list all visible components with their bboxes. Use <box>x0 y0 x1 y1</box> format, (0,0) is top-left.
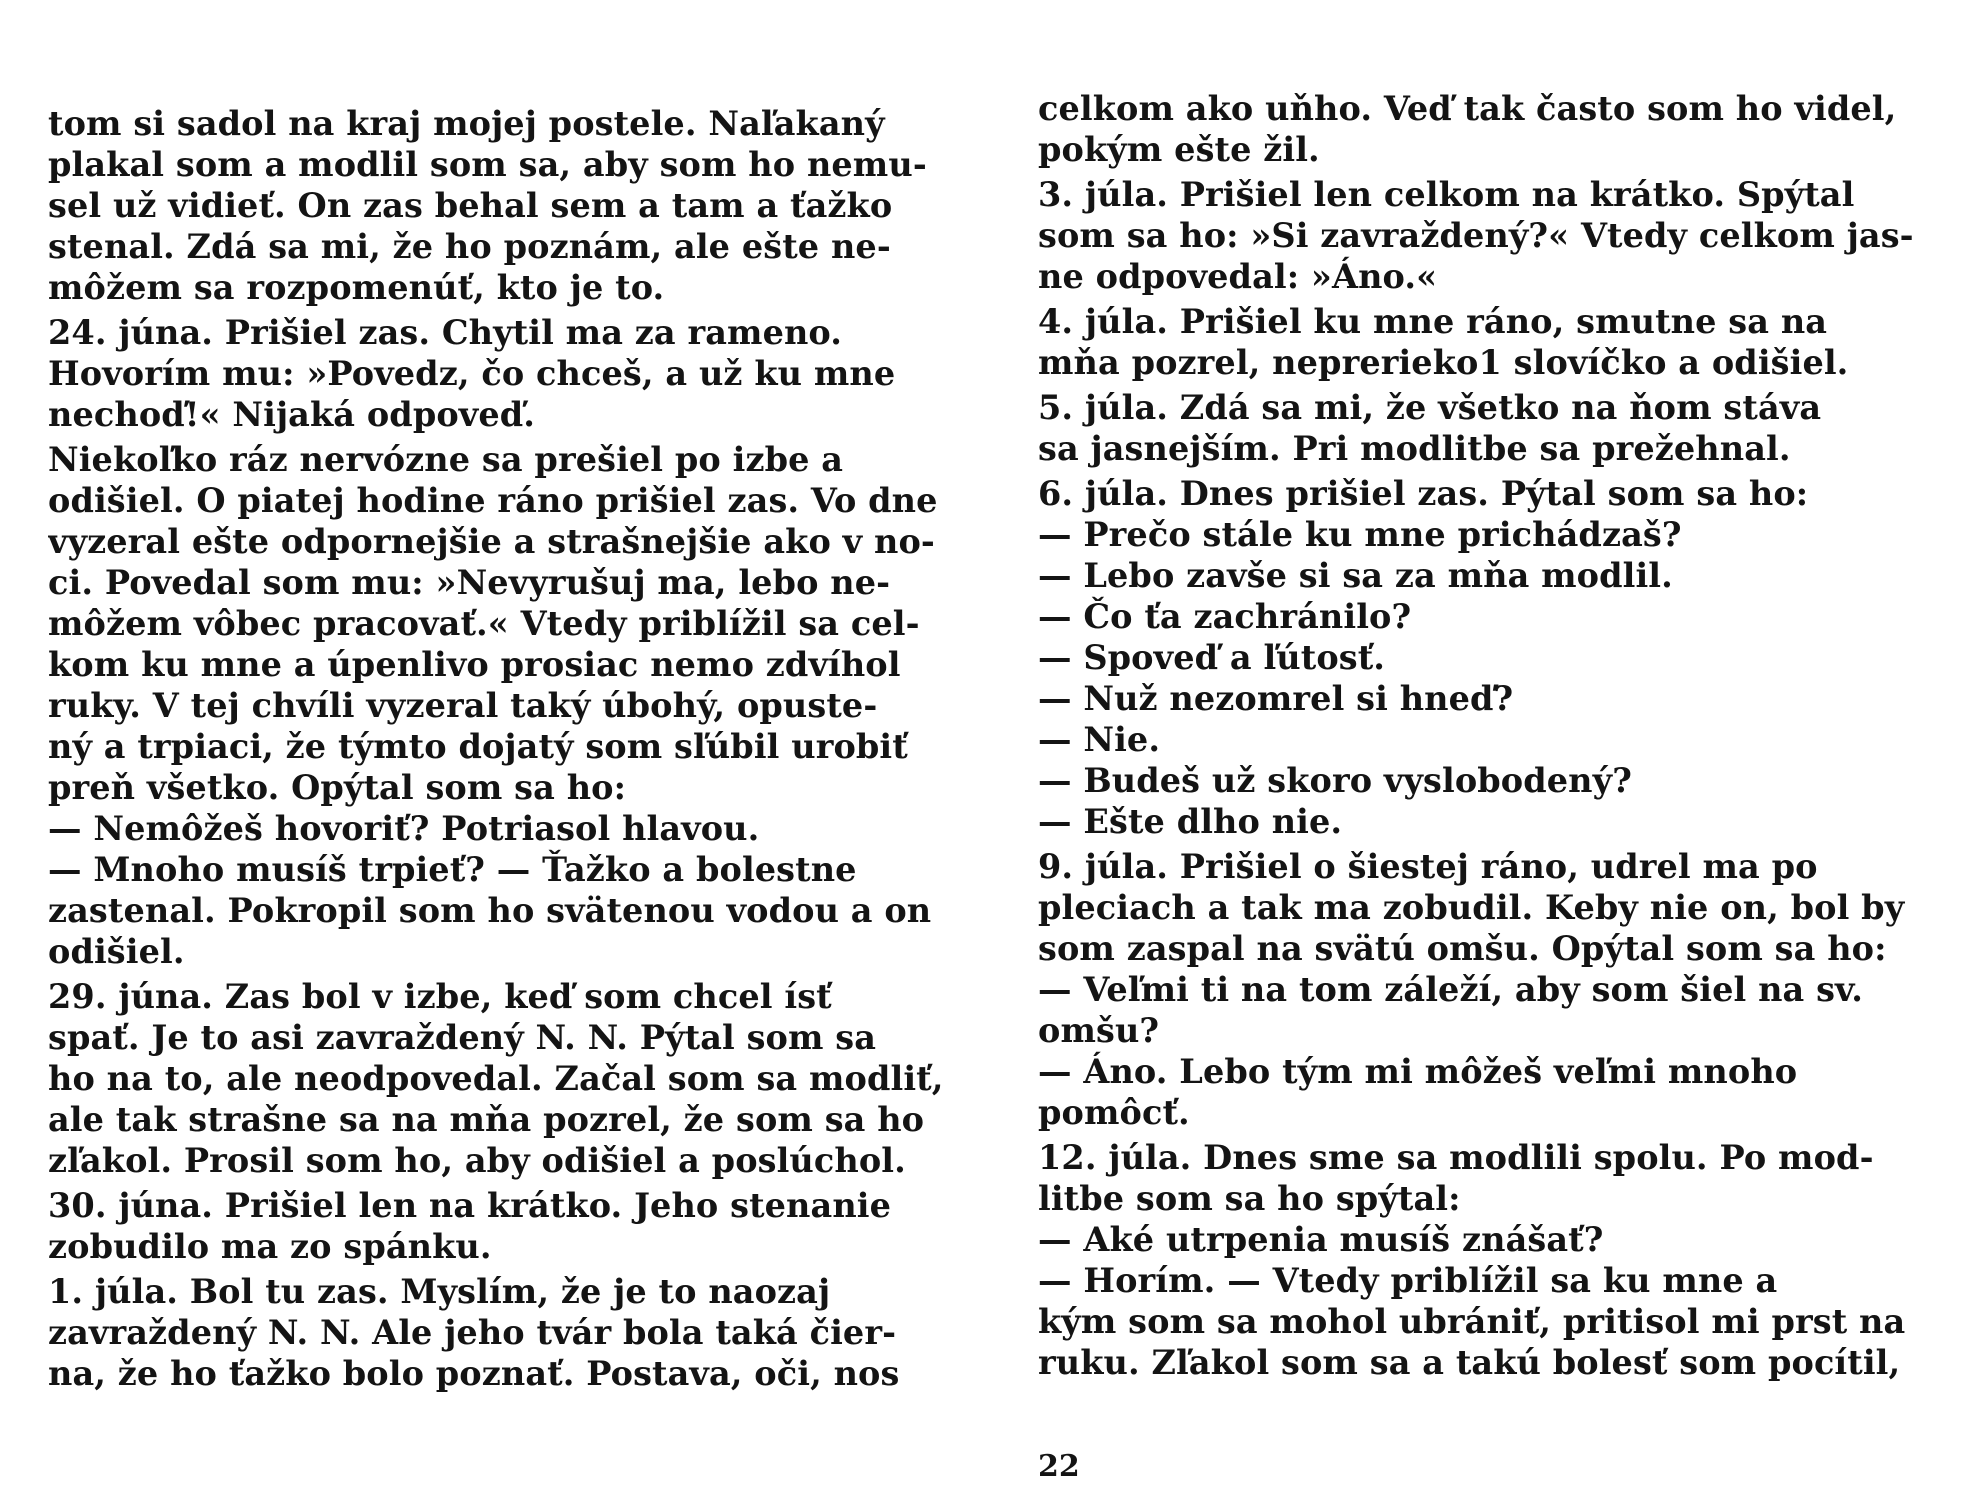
text-line: 5. júla. Zdá sa mi, že všetko na ňom stáva <box>1038 388 1822 427</box>
text-line: — Horím. — Vtedy priblížil sa ku mne a <box>1038 1261 1778 1300</box>
text-line: omšu? <box>1038 1011 1160 1050</box>
text-line: litbe som sa ho spýtal: <box>1038 1179 1461 1218</box>
text-line: zavraždený N. N. Ale jeho tvár bola taká čier- <box>48 1313 897 1352</box>
text-line: ruku. Zľakol som sa a takú bolesť som pocítil, <box>1038 1343 1901 1382</box>
text-line: — Nuž nezomrel si hneď? <box>1038 679 1514 718</box>
text-line: 12. júla. Dnes sme sa modlili spolu. Po mod- <box>1038 1138 1874 1177</box>
text-line: nechoď!« Nijaká odpoveď. <box>48 395 536 434</box>
text-line: zobudilo ma zo spánku. <box>48 1227 492 1266</box>
text-line: — Aké utrpenia musíš znášať? <box>1038 1220 1604 1259</box>
text-line: stenal. Zdá sa mi, že ho poznám, ale ešte ne- <box>48 227 891 266</box>
text-line: — Budeš už skoro vyslobodený? <box>1038 761 1632 800</box>
text-line: ruky. V tej chvíli vyzeral taký úbohý, opuste- <box>48 686 878 725</box>
text-line: Niekoľko ráz nervózne sa prešiel po izbe a <box>48 440 844 479</box>
text-line: 3. júla. Prišiel len celkom na krátko. Spýtal <box>1038 175 1855 214</box>
text-line: celkom ako uňho. Veď tak často som ho videl, <box>1038 89 1897 128</box>
text-line: ho na to, ale neodpovedal. Začal som sa modliť, <box>48 1059 944 1098</box>
text-line: 30. júna. Prišiel len na krátko. Jeho stenanie <box>48 1186 892 1225</box>
right-page-text <box>1038 0 1956 1383</box>
text-line: ný a trpiaci, že týmto dojatý som sľúbil urobiť <box>48 727 908 766</box>
text-line: sel už vidieť. On zas behal sem a tam a ťažko <box>48 186 893 225</box>
text-line: 1. júla. Bol tu zas. Myslím, že je to naozaj <box>48 1272 831 1311</box>
text-line: kým som sa mohol ubrániť, pritisol mi prst na <box>1038 1302 1906 1341</box>
text-line: môžem sa rozpomenúť, kto je to. <box>48 268 665 307</box>
text-line: kom ku mne a úpenlivo prosiac nemo zdvíhol <box>48 645 901 684</box>
text-line: — Áno. Lebo tým mi môžeš veľmi mnoho <box>1038 1052 1798 1091</box>
page-number: 22 <box>1038 1449 1080 1484</box>
text-line: som sa ho: »Si zavraždený?« Vtedy celkom jas- <box>1038 216 1914 255</box>
text-line: Hovorím mu: »Povedz, čo chceš, a už ku mne <box>48 354 896 393</box>
text-line: ale tak strašne sa na mňa pozrel, že som sa ho <box>48 1100 925 1139</box>
text-line: preň všetko. Opýtal som sa ho: <box>48 768 627 807</box>
text-line: pomôcť. <box>1038 1093 1190 1132</box>
text-line: — Lebo zavše si sa za mňa modlil. <box>1038 556 1673 595</box>
text-line: pleciach a tak ma zobudil. Keby nie on, bol by <box>1038 888 1905 927</box>
text-line: pokým ešte žil. <box>1038 130 1320 169</box>
left-page <box>48 0 968 1500</box>
text-line: 6. júla. Dnes prišiel zas. Pýtal som sa ho: <box>1038 474 1809 513</box>
right-page <box>1038 0 1956 1500</box>
text-line: — Nemôžeš hovoriť? Potriasol hlavou. <box>48 809 760 848</box>
text-line: sa jasnejším. Pri modlitbe sa prežehnal. <box>1038 429 1791 468</box>
text-line: vyzeral ešte odpornejšie a strašnejšie ako v no- <box>48 522 935 561</box>
text-line: zľakol. Prosil som ho, aby odišiel a poslúchol. <box>48 1141 906 1180</box>
text-line: — Čo ťa zachránilo? <box>1038 597 1412 636</box>
text-line: tom si sadol na kraj mojej postele. Naľakaný <box>48 104 885 143</box>
text-line: — Veľmi ti na tom záleží, aby som šiel na sv. <box>1038 970 1864 1009</box>
text-line: odišiel. O piatej hodine ráno prišiel zas. Vo dne <box>48 481 938 520</box>
text-line: môžem vôbec pracovať.« Vtedy priblížil sa cel- <box>48 604 920 643</box>
text-line: 9. júla. Prišiel o šiestej ráno, udrel ma po <box>1038 847 1818 886</box>
text-line: 4. júla. Prišiel ku mne ráno, smutne sa na <box>1038 302 1828 341</box>
text-line: — Ešte dlho nie. <box>1038 802 1343 841</box>
left-page-text <box>48 0 968 1394</box>
text-line: — Spoveď a ľútosť. <box>1038 638 1386 677</box>
text-line: som zaspal na svätú omšu. Opýtal som sa ho: <box>1038 929 1887 968</box>
text-line: 24. júna. Prišiel zas. Chytil ma za rameno. <box>48 313 843 352</box>
text-line: mňa pozrel, neprerieko1 slovíčko a odišiel. <box>1038 343 1849 382</box>
text-line: spať. Je to asi zavraždený N. N. Pýtal som sa <box>48 1018 877 1057</box>
text-line: na, že ho ťažko bolo poznať. Postava, oči, nos <box>48 1354 900 1393</box>
text-line: 29. júna. Zas bol v izbe, keď som chcel ísť <box>48 977 832 1016</box>
text-line: ci. Povedal som mu: »Nevyrušuj ma, lebo ne- <box>48 563 891 602</box>
text-line: — Prečo stále ku mne prichádzaš? <box>1038 515 1682 554</box>
text-line: — Nie. <box>1038 720 1161 759</box>
text-line: — Mnoho musíš trpieť? — Ťažko a bolestne <box>48 850 857 889</box>
text-line: zastenal. Pokropil som ho svätenou vodou a on <box>48 891 932 930</box>
text-line: odišiel. <box>48 932 185 971</box>
text-line: ne odpovedal: »Áno.« <box>1038 257 1438 296</box>
text-line: plakal som a modlil som sa, aby som ho nemu- <box>48 145 927 184</box>
